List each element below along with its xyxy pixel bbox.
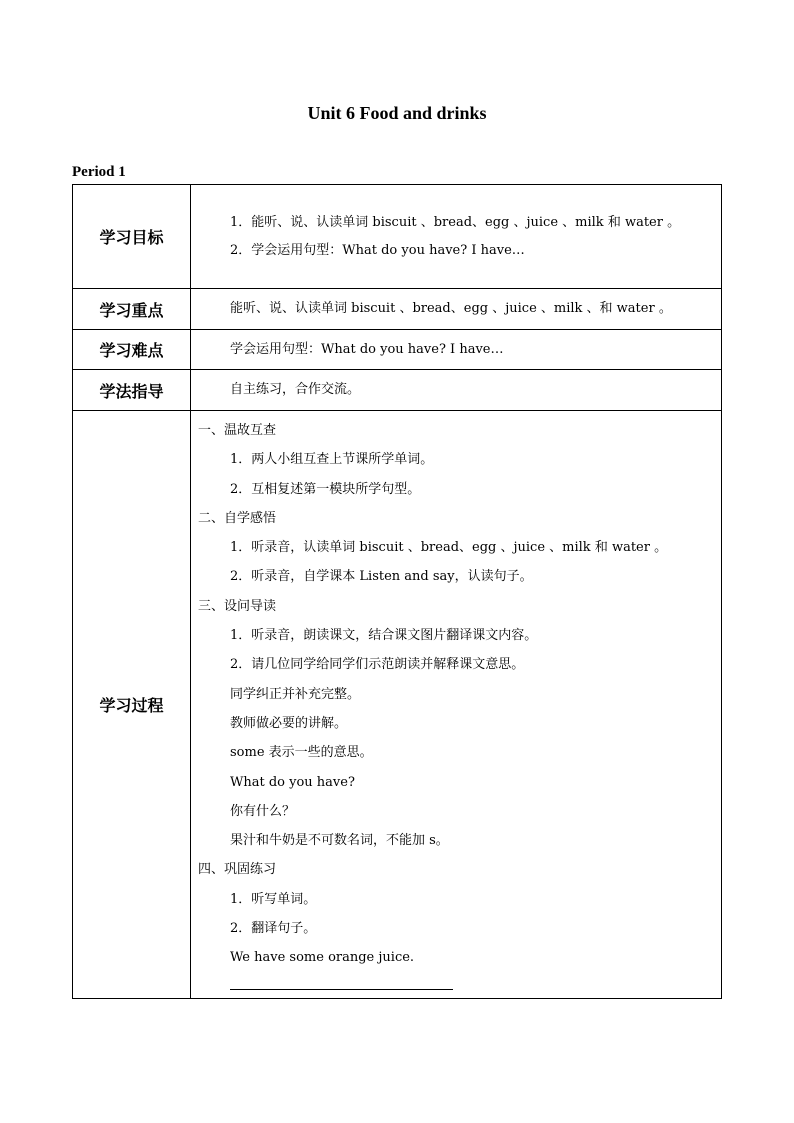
row-content-method bbox=[191, 370, 722, 411]
process-line: 1．听录音，认读单词 biscuit 、bread、egg 、juice 、milk 和 water 。 bbox=[230, 540, 668, 556]
table-row-process bbox=[73, 411, 722, 999]
process-line: 1．听录音，朗读课文，结合课文图片翻译课文内容。 bbox=[230, 628, 538, 644]
period-heading: Period 1 bbox=[72, 164, 126, 180]
table-row-method bbox=[73, 370, 722, 411]
lesson-plan-table bbox=[72, 184, 722, 999]
process-line: 2．听录音，自学课本 Listen and say，认读句子。 bbox=[230, 569, 533, 585]
process-line: 同学纠正并补充完整。 bbox=[230, 686, 361, 702]
process-section-heading: 二、自学感悟 bbox=[198, 510, 277, 526]
document-title: Unit 6 Food and drinks bbox=[307, 103, 487, 123]
row-content-objectives bbox=[191, 185, 722, 289]
table-row-objectives bbox=[73, 185, 722, 289]
method-text: 自主练习，合作交流。 bbox=[230, 382, 361, 397]
row-content-process bbox=[191, 411, 722, 999]
process-section-heading: 四、巩固练习 bbox=[198, 862, 277, 878]
key-points-text: 能听、说、认读单词 biscuit 、bread、egg 、juice 、milk 、和 water 。 bbox=[230, 301, 672, 316]
row-label-objectives: 学习目标 bbox=[73, 185, 191, 289]
process-line: some 表示一些的意思。 bbox=[230, 745, 373, 761]
table-row-difficulties bbox=[73, 330, 722, 370]
process-line: 教师做必要的讲解。 bbox=[230, 715, 348, 731]
process-line: 2．翻译句子。 bbox=[230, 921, 317, 937]
row-content-key-points bbox=[191, 289, 722, 330]
row-label-difficulties: 学习难点 bbox=[73, 330, 191, 370]
answer-blank-line[interactable] bbox=[230, 977, 453, 990]
process-line: 果汁和牛奶是不可数名词，不能加 s。 bbox=[230, 833, 449, 849]
process-line: What do you have? bbox=[230, 774, 355, 790]
process-section-heading: 一、温故互查 bbox=[198, 423, 277, 438]
process-line: 2．请几位同学给同学们示范朗读并解释课文意思。 bbox=[230, 657, 525, 673]
process-section-heading: 三、设问导读 bbox=[198, 598, 277, 614]
row-label-process: 学习过程 bbox=[73, 411, 191, 999]
objective-line-1: 1．能听、说、认读单词 biscuit 、bread、egg 、juice 、milk 和 water 。 bbox=[230, 214, 681, 230]
process-line: 1．听写单词。 bbox=[230, 891, 317, 907]
process-line: 2．互相复述第一模块所学句型。 bbox=[230, 481, 421, 497]
process-line: We have some orange juice. bbox=[230, 950, 415, 966]
row-label-method: 学法指导 bbox=[73, 370, 191, 411]
table-row-key-points bbox=[73, 289, 722, 330]
process-line: 你有什么？ bbox=[230, 803, 296, 819]
process-line: 1．两人小组互查上节课所学单词。 bbox=[230, 452, 434, 468]
row-label-key-points: 学习重点 bbox=[73, 289, 191, 330]
objective-line-2: 2．学会运用句型：What do you have? I have… bbox=[230, 242, 525, 258]
row-content-difficulties bbox=[191, 330, 722, 370]
difficulties-text: 学会运用句型：What do you have? I have… bbox=[230, 341, 504, 357]
